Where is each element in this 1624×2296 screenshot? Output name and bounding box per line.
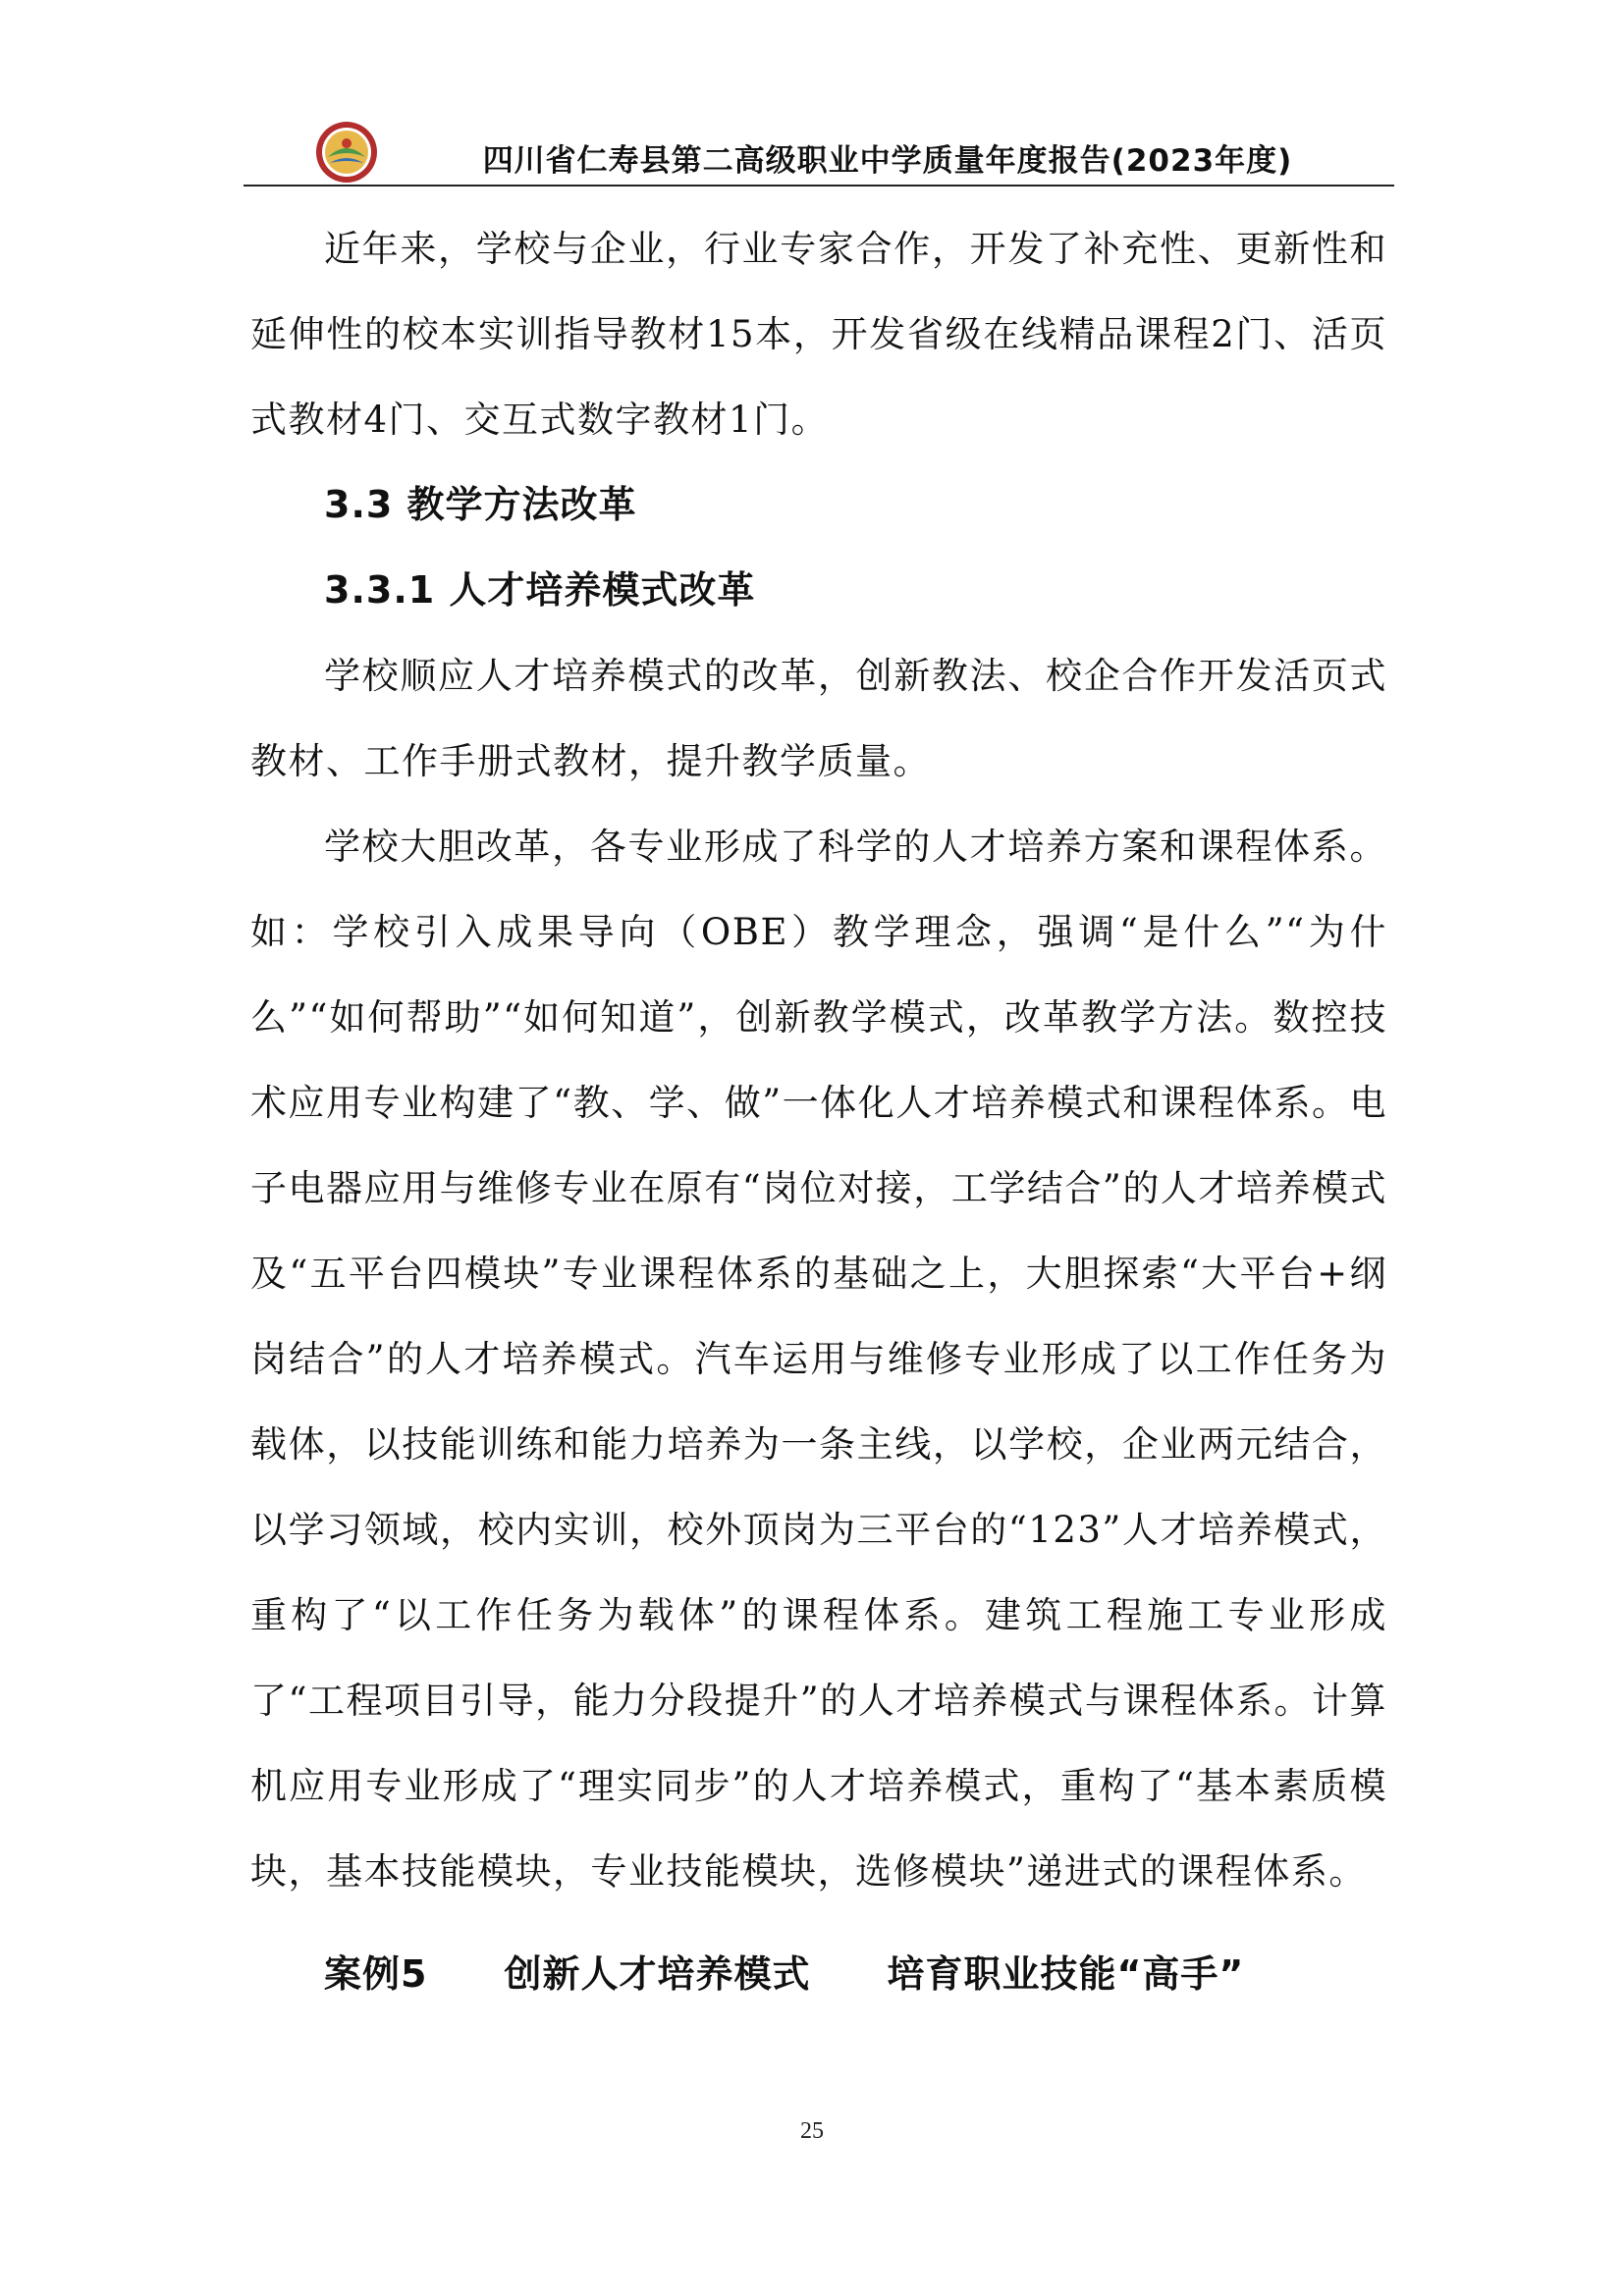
paragraph-reform-details: 学校大胆改革，各专业形成了科学的人才培养方案和课程体系。如：学校引入成果导向（OBE）教学理念，强调“是什么”“为什么”“如何帮助”“如何知道”，创新教学模式，改革教学方法。数控技术应用专业构建了“教、学、做”一体化人才培养模式和课程体系。电子电器应用与维修专业在原有“岗位对接，工学结合”的人才培养模式及“五平台四模块”专业课程体系的基础之上，大胆探索“大平台+纲岗结合”的人才培养模式。汽车运用与维修专业形成了以工作任务为载体，以技能训练和能力培养为一条主线，以学校，企业两元结合，以学习领域，校内实训，校外顶岗为三平台的“123”人才培养模式，重构了“以工作任务为载体”的课程体系。建筑工程施工专业形成了“工程项目引导，能力分段提升”的人才培养模式与课程体系。计算机应用专业形成了“理实同步”的人才培养模式，重构了“基本素质模块，基本技能模块，专业技能模块，选修模块”递进式的课程体系。 bbox=[250, 826, 1387, 1893]
section-heading-3-3: 3.3 教学方法改革 bbox=[324, 483, 637, 526]
paragraph-teaching-materials: 近年来，学校与企业，行业专家合作，开发了补充性、更新性和延伸性的校本实训指导教材15本，开发省级在线精品课程2门、活页式教材4门、交互式数字教材1门。 bbox=[250, 228, 1387, 441]
section-heading-3-3-1: 3.3.1 人才培养模式改革 bbox=[324, 568, 756, 612]
paragraph-reform-intro: 学校顺应人才培养模式的改革，创新教法、校企合作开发活页式教材、工作手册式教材，提升教学质量。 bbox=[250, 655, 1387, 782]
document-body bbox=[250, 206, 1387, 2017]
page-header bbox=[244, 118, 1394, 188]
page-number: 25 bbox=[800, 2118, 824, 2144]
header-title: 四川省仁寿县第二高级职业中学质量年度报告(2023年度) bbox=[482, 143, 1293, 179]
case-heading: 案例5 创新人才培养模式 培育职业技能“高手” bbox=[324, 1952, 1245, 1996]
header-divider bbox=[244, 185, 1394, 187]
school-emblem-icon bbox=[314, 120, 379, 185]
